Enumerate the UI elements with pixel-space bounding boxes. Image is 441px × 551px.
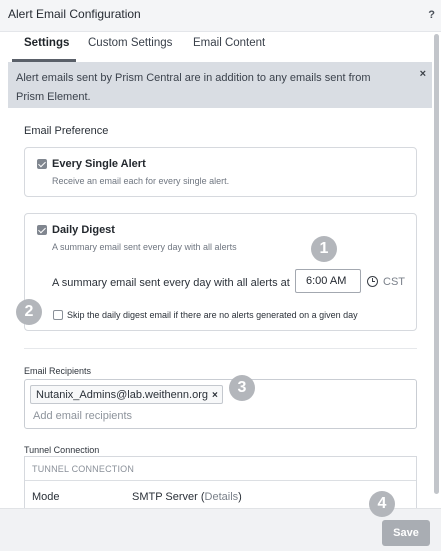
title-bar (0, 0, 441, 32)
window-title: Alert Email Configuration (8, 7, 141, 21)
add-email-recipients-input[interactable] (33, 410, 403, 422)
every-single-alert-checkbox[interactable] (37, 159, 47, 169)
step-badge-3: 3 (229, 375, 255, 401)
digest-time-input[interactable]: 6:00 AM (295, 269, 361, 293)
tunnel-connection-header (25, 457, 416, 481)
recipient-chip (30, 385, 223, 404)
tunnel-connection-header-text: TUNNEL CONNECTION (32, 464, 135, 474)
section-divider (24, 348, 417, 349)
details-close-paren: ) (238, 491, 242, 503)
tunnel-connection-panel (24, 456, 417, 516)
tab-bar (0, 32, 441, 62)
skip-digest-label: Skip the daily digest email if there are no alerts generated on a given day (67, 310, 358, 320)
email-recipients-box[interactable] (24, 379, 417, 429)
daily-digest-description: A summary email sent every day with all alerts (52, 242, 237, 252)
digest-time-prompt: A summary email sent every day with all alerts at (52, 277, 290, 289)
remove-chip-icon[interactable]: × (211, 390, 218, 401)
timezone-label: CST (383, 276, 405, 288)
mode-value-text: SMTP Server (132, 491, 198, 503)
mode-label: Mode (32, 491, 60, 503)
email-recipients-label: Email Recipients (24, 366, 92, 376)
daily-digest-checkbox[interactable] (37, 225, 47, 235)
tab-custom-settings[interactable]: Custom Settings (88, 37, 173, 49)
step-badge-2: 2 (16, 299, 42, 325)
tab-settings[interactable]: Settings (24, 37, 70, 49)
email-preference-heading: Email Preference (24, 125, 109, 137)
step-badge-1: 1 (311, 236, 337, 262)
every-single-alert-label: Every Single Alert (52, 158, 146, 170)
details-open-paren: ( (197, 491, 205, 503)
close-icon[interactable]: × (419, 68, 426, 80)
banner-text: Alert emails sent by Prism Central are in addition to any emails sent from Prism Element. (16, 72, 371, 103)
info-banner (8, 62, 432, 108)
daily-digest-card (24, 213, 417, 331)
scrollbar[interactable] (434, 34, 439, 494)
skip-digest-checkbox[interactable] (53, 310, 63, 320)
details-link[interactable]: Details (204, 491, 239, 503)
mode-value (132, 491, 242, 503)
clock-icon[interactable] (367, 276, 378, 287)
every-single-alert-card (24, 147, 417, 197)
daily-digest-label: Daily Digest (52, 224, 115, 236)
tunnel-connection-label: Tunnel Connection (24, 445, 100, 455)
save-button[interactable]: Save (382, 520, 430, 546)
every-single-alert-description: Receive an email each for every single alert. (52, 176, 230, 186)
recipient-chip-text: Nutanix_Admins@lab.weithenn.org (36, 389, 208, 401)
tab-email-content[interactable]: Email Content (193, 37, 266, 49)
help-icon[interactable]: ? (428, 9, 435, 21)
step-badge-4: 4 (369, 491, 395, 517)
